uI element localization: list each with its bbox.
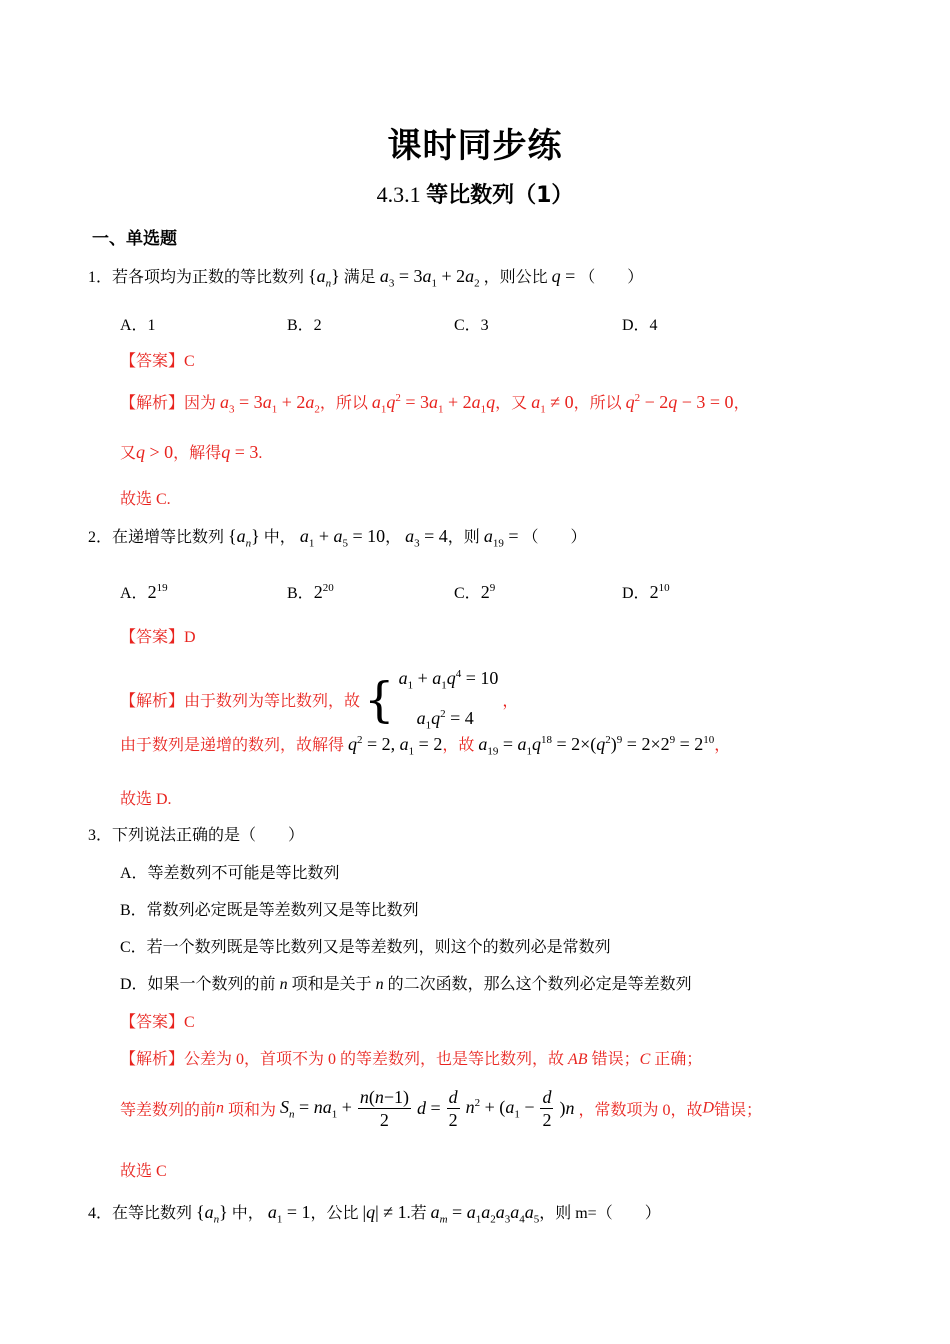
q3-conclusion: 故选 C bbox=[120, 1163, 167, 1180]
q2-stem: 2．在递增等比数列 $\{a_n\}$ 中， $a_1 + a_5 = 10$， $a_3 = 4$，则 $a_{19}$ = （ ） bbox=[88, 526, 587, 550]
q2-option-b: B．$2^{20}$ bbox=[287, 582, 334, 602]
q3-analysis-line2: 等差数列的前n 项和为 $S_n = na_1$ + $\frac{n(n-1)}{2}$ d = $\frac{d}{2}$ $n^2 + (a_1$ − $\frac{d}{2}$ )n ，常数项为 0，故D错误； bbox=[120, 1087, 763, 1130]
q1-option-c: C．3 bbox=[454, 317, 489, 334]
page-subtitle bbox=[0, 178, 950, 209]
q3-option-b: B．常数列必定既是等差数列又是等比数列 bbox=[120, 902, 419, 919]
q2-answer: 【答案】D bbox=[120, 629, 196, 646]
q2-analysis-line2: 由于数列是递增的数列，故解得 $q^2 = 2$, $a_1 = 2$，故 $a_{19} = a_1q^{18} = 2\times(q^2)^9 = 2\times 2^9 = 2^{10}$， bbox=[120, 734, 731, 758]
q1-conclusion: 故选 C. bbox=[120, 491, 171, 508]
q1-option-a: A．1 bbox=[120, 317, 156, 334]
q3-stem: 3．下列说法正确的是（ ） bbox=[88, 827, 305, 844]
q3-option-a: A．等差数列不可能是等比数列 bbox=[120, 865, 340, 882]
subtitle-text: 等比数列（1） bbox=[426, 183, 574, 208]
q2-analysis-line1: 【解析】由于数列为等比数列，故 { $a_1 + a_1q^4 = 10$ $a_1q^2 = 4$ ， bbox=[120, 668, 519, 732]
q3-option-c: C．若一个数列既是等比数列又是等差数列，则这个的数列必是常数列 bbox=[120, 939, 611, 956]
subtitle-number: 4.3.1 bbox=[376, 182, 421, 207]
q1-option-b: B．2 bbox=[287, 317, 322, 334]
q4-stem: 4．在等比数列 $\{a_n\}$ 中， $a_1 = 1$，公比 |q| ≠ 1.若 $a_m = a_1a_2a_3a_4a_5$，则 m=（ ） bbox=[88, 1202, 661, 1226]
q2-option-d: D．$2^{10}$ bbox=[622, 582, 670, 602]
q1-stem: 1．若各项均为正数的等比数列 $\{a_n\}$ 满足 $a_3 = 3a_1 + 2a_2$ ，则公比 q = （ ） bbox=[88, 266, 644, 290]
q1-answer: 【答案】C bbox=[120, 353, 195, 370]
q1-analysis-line1: 【解析】因为 $a_3 = 3a_1 + 2a_2$，所以 $a_1q^2 = 3a_1 + 2a_1q$，又 $a_1 \ne 0$，所以 $q^2 - 2q - 3 = 0$， bbox=[120, 392, 750, 416]
q1-option-d: D．4 bbox=[622, 317, 658, 334]
q3-option-d: D．如果一个数列的前 n 项和是关于 n 的二次函数，那么这个数列必定是等差数列 bbox=[120, 976, 692, 993]
q3-analysis-line1: 【解析】公差为 0，首项不为 0 的等差数列，也是等比数列，故 AB 错误；C 正确； bbox=[120, 1051, 703, 1068]
page-title: 课时同步练 bbox=[387, 126, 563, 166]
q2-option-c: C．$2^9$ bbox=[454, 582, 496, 602]
section-heading: 一、单选题 bbox=[92, 229, 177, 249]
q3-answer: 【答案】C bbox=[120, 1014, 195, 1031]
q2-option-a: A．$2^{19}$ bbox=[120, 582, 168, 602]
q2-conclusion: 故选 D. bbox=[120, 791, 172, 808]
q1-analysis-line2: 又q > 0，解得q = 3. bbox=[120, 442, 263, 462]
